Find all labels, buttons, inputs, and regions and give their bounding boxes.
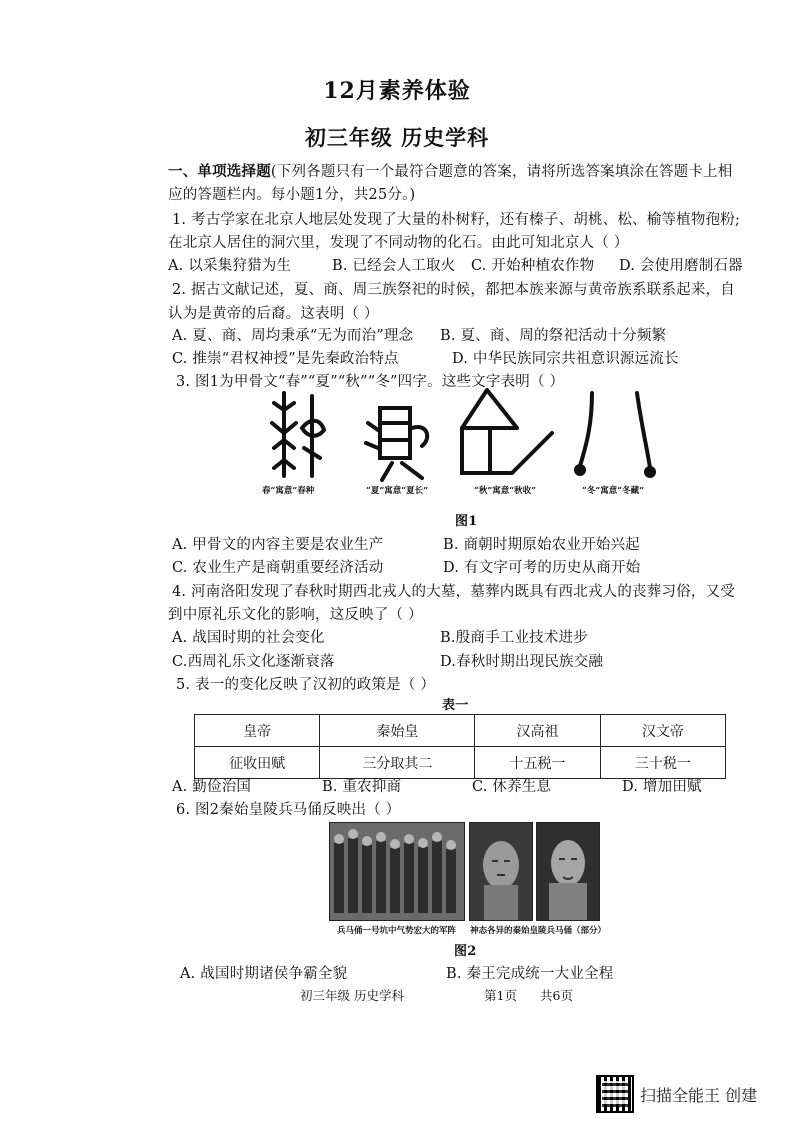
- q4-option-a: A. 战国时期的社会变化: [172, 630, 325, 646]
- glyph-autumn: [462, 390, 552, 473]
- q1-option-b: B. 已经会人工取火: [332, 258, 456, 274]
- q6-stem: 6. 图2秦始皇陵兵马俑反映出（ ）: [176, 802, 401, 818]
- section-heading: 一、单项选择题: [168, 163, 271, 180]
- photo-caption-left: 兵马俑一号坑中气势宏大的军阵: [337, 926, 457, 936]
- warrior-head-photo-2: [536, 822, 600, 921]
- q2-stem-1: 2. 据古文献记述，夏、商、周三族祭祀的时候，都把本族来源与黄帝族系联系起来，自: [172, 282, 735, 298]
- page-title: 12月素养体验: [323, 78, 471, 104]
- table-cell: 三分取其二: [320, 747, 475, 779]
- section-instructions-2: 应的答题栏内。每小题1分，共25分。): [168, 187, 416, 203]
- table-cell: 三十税一: [600, 747, 725, 779]
- q2-option-a: A. 夏、商、周均秉承“无为而治”理念: [172, 328, 414, 344]
- q6-option-a: A. 战国时期诸侯争霸全貌: [180, 966, 348, 982]
- glyph-winter: [580, 393, 650, 468]
- figure1-caption-spring: 春“寓意”春种: [262, 486, 315, 496]
- q4-option-d: D.春秋时期出现民族交融: [440, 654, 604, 670]
- figure1-label: 图1: [455, 514, 478, 529]
- warrior-head-photo-1: [469, 822, 533, 921]
- q4-stem-2: 到中原礼乐文化的影响，这反映了（ ）: [168, 607, 423, 623]
- q4-stem-1: 4. 河南洛阳发现了春秋时期西北戎人的大墓，墓葬内既具有西北戎人的丧葬习俗，又受: [172, 584, 735, 600]
- glyph-spring: [272, 393, 296, 476]
- qr-code-icon: [596, 1075, 634, 1113]
- oracle-bone-glyphs: [262, 388, 682, 483]
- table-row: [195, 747, 726, 779]
- footer-subject: 初三年级 历史学科: [300, 988, 404, 1003]
- q1-option-d: D. 会使用磨制石器: [619, 258, 743, 274]
- q1-stem-1: 1. 考古学家在北京人地层处发现了大量的朴树籽，还有榛子、胡桃、松、榆等植物孢粉;: [172, 212, 741, 228]
- photo-caption-right: 神态各异的秦始皇陵兵马俑（部分）: [470, 926, 607, 936]
- q1-option-c: C. 开始种植农作物: [471, 258, 595, 274]
- q4-option-c: C.西周礼乐文化逐渐衰落: [172, 654, 335, 670]
- page-subtitle: 初三年级 历史学科: [304, 125, 490, 150]
- table-cell: 十五税一: [475, 747, 600, 779]
- q3-option-d: D. 有文字可考的历史从商开始: [443, 560, 641, 576]
- q2-stem-2: 认为是黄帝的后裔。这表明（ ）: [168, 306, 379, 322]
- q2-option-b: B. 夏、商、周的祭祀活动十分频繁: [440, 328, 667, 344]
- q5-stem: 5. 表一的变化反映了汉初的政策是（ ）: [176, 677, 436, 693]
- q5-option-a: A. 勤俭治国: [172, 779, 252, 795]
- terracotta-army-photo: [329, 822, 465, 921]
- figure1-caption-summer: “夏”寓意“夏长”: [366, 486, 429, 496]
- table-header-row: [195, 715, 726, 747]
- q5-option-c: C. 休养生息: [472, 779, 552, 795]
- scanner-watermark: 扫描全能王 创建: [640, 1086, 758, 1105]
- figure1-caption-autumn: “秋”寓意“秋收”: [474, 486, 537, 496]
- footer-total: 共6页: [540, 988, 573, 1003]
- table-cell: 征收田赋: [195, 747, 320, 779]
- figure1-caption-winter: “冬”寓意“冬藏”: [582, 486, 645, 496]
- section-heading-line: [168, 160, 732, 181]
- q5-option-b: B. 重农抑商: [322, 779, 402, 795]
- q2-option-d: D. 中华民族同宗共祖意识源远流长: [452, 351, 679, 367]
- q4-option-b: B.殷商手工业技术进步: [440, 630, 588, 646]
- q3-option-b: B. 商朝时期原始农业开始兴起: [443, 537, 640, 553]
- q3-stem: 3. 图1为甲骨文“春”“夏”“秋”“冬”四字。这些文字表明（ ）: [176, 374, 565, 390]
- q6-option-b: B. 秦王完成统一大业全程: [446, 966, 614, 982]
- q1-option-a: A. 以采集狩猎为生: [168, 258, 292, 274]
- q5-option-d: D. 增加田赋: [622, 779, 702, 795]
- tax-table: [194, 714, 726, 779]
- q1-stem-2: 在北京人居住的洞穴里，发现了不同动物的化石。由此可知北京人（ ）: [168, 235, 629, 251]
- table-header-cell: 汉高祖: [475, 715, 600, 747]
- glyph-summer: [366, 408, 427, 480]
- footer-page: 第1页: [484, 988, 517, 1003]
- section-instructions: (下列各题只有一个最符合题意的答案，请将所选答案填涂在答题卡上相: [270, 164, 733, 180]
- q3-option-c: C. 农业生产是商朝重要经济活动: [172, 560, 384, 576]
- table-header-cell: 汉文帝: [600, 715, 725, 747]
- q2-option-c: C. 推崇“君权神授”是先秦政治特点: [172, 351, 399, 367]
- q3-option-a: A. 甲骨文的内容主要是农业生产: [172, 537, 384, 553]
- table1-label: 表一: [442, 698, 469, 713]
- figure2-label: 图2: [454, 944, 477, 959]
- table-header-cell: 皇帝: [195, 715, 320, 747]
- table-header-cell: 秦始皇: [320, 715, 475, 747]
- oracle-bone-figure: [262, 388, 682, 502]
